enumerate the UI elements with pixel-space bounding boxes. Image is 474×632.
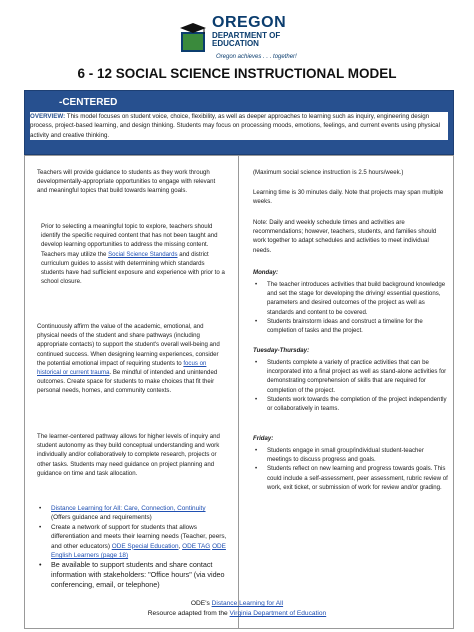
social-science-standards-link[interactable]: Social Science Standards	[108, 250, 178, 258]
support-bullet-list	[37, 504, 227, 590]
list-item: • Students complete a variety of practice activities that can be incorporated into a final project as well as stand-alone activities for demonstrating comprehension of skills that are required for completion of the project.	[253, 358, 448, 395]
footer-prefix-2: Resource adapted from the	[147, 610, 230, 617]
virginia-doe-link[interactable]: Virginia Department of Education	[229, 610, 327, 617]
ode-tag-link[interactable]: ODE TAG	[182, 542, 211, 550]
overview-body: This model focuses on student voice, choice, flexibility, as well as deeper approaches to learning such as inquiry, engineering design process, project-based learning, and design thinking. Students may focus on processing moods, emotions, feelings, and current events using physical activity and creative thinking.	[30, 113, 440, 139]
wellbeing-text-a: Continuously affirm the value of the academic, emotional, and physical needs of the student and share pathways (including appropriate contacts) to support the student's overall well-being and continued success. When designing learning experiences, consider the potential emotional impact of requiring students to	[37, 323, 220, 367]
footer-distance-learning-link[interactable]: Distance Learning for All	[211, 600, 284, 607]
tuesday-thursday-heading: Tuesday-Thursday:	[253, 347, 310, 354]
content-grid	[24, 155, 454, 629]
logo-oregon-text: OREGON	[212, 14, 287, 31]
ode-logo	[178, 14, 304, 66]
bullet2-text: Create a network of support for students that allows differentiation and meets their learning needs (Teacher, peers, and other educators)	[51, 523, 227, 550]
column-divider	[238, 156, 239, 628]
trauma-focus-link[interactable]: focus on historical or current trauma	[37, 359, 207, 377]
ode-english-learners-link[interactable]: ODE English Learners (page 18)	[51, 542, 226, 560]
page-header	[0, 0, 474, 66]
logo-department-text: DEPARTMENT OF EDUCATION	[212, 31, 281, 48]
list-item: • Students engage in small group/individual student-teacher meetings to discuss progress and goals.	[253, 446, 448, 464]
page-title: 6 - 12 SOCIAL SCIENCE INSTRUCTIONAL MODEL	[77, 66, 397, 81]
friday-list	[253, 446, 448, 492]
list-item: • The teacher introduces activities that build background knowledge and set the stage for developing the driving/ essential questions, parameters and desired outcomes of the project as well as standards and content to be covered.	[253, 280, 448, 317]
learning-time-note: Learning time is 30 minutes daily. Note that projects may span multiple weeks.	[253, 189, 444, 206]
left-paragraph-guidance: Teachers will provide guidance to students as they work through developmentally-appropriate opportunities to engage with relevant and meaningful topics that build towards learning goals.	[37, 169, 216, 195]
wellbeing-text-b: . Be mindful of intended and unintended outcomes. Create space for students to make choices that fit their personal needs, homes, and community contexts.	[37, 369, 218, 395]
distance-learning-link[interactable]: Distance Learning for All: Care, Connection, Continuity	[51, 505, 206, 512]
banner-heading: -CENTERED	[59, 97, 118, 108]
footer-line-1	[0, 599, 474, 609]
left-paragraph-wellbeing	[37, 322, 227, 396]
schedule-note: Note: Daily and weekly schedule times and activities are recommendations; however, teachers, students, and families should work together to adapt schedules and activities to meet individual needs.	[253, 219, 437, 254]
overview-label: OVERVIEW:	[30, 113, 66, 120]
list-item	[37, 560, 227, 590]
max-instruction-note: (Maximum social science instruction is 2.5 hours/week.)	[253, 169, 404, 176]
bullet1-text: (Offers guidance and requirements)	[51, 514, 152, 522]
left-paragraph-pathway: The learner-centered pathway allows for higher levels of inquiry and student autonomy as they build conceptual understanding and work individually and/or collaboratively to complete research, projects or other tasks. Students may need guidance on project planning and guidance on time and task allocation.	[37, 433, 220, 477]
monday-list	[253, 280, 448, 335]
list-item	[37, 523, 227, 561]
topic-text-a: Prior to selecting a meaningful topic to explore, teachers should identify the specific required content that has not been taught and develop learning opportunities to address the missing content. Teachers may utilize the	[41, 223, 218, 258]
list-item	[37, 504, 227, 523]
footer-prefix-1: ODE's	[190, 600, 212, 607]
ode-special-education-link[interactable]: ODE Special Education	[111, 542, 179, 550]
footer-line-2	[0, 609, 474, 619]
list-item: • Students work towards the completion of the project independently or collaboratively in teams.	[253, 395, 448, 413]
list-item: • Students reflect on new learning and progress towards goals. This could include a self-assessment, peer assessment, rubric review of work, exit ticket, or submission of work for review and/or grading.	[253, 464, 448, 492]
topic-text-b: and district curriculum guides to assist with determining which standards students have had sufficient exposure and experience with prior to a school closure.	[41, 250, 225, 286]
list-item: • Students brainstorm ideas and construct a timeline for the completion of tasks and the project.	[253, 317, 448, 335]
left-paragraph-topic	[37, 222, 227, 286]
logo-tagline: Oregon achieves . . . together!	[216, 54, 297, 60]
bullet2-separator: ,	[178, 542, 183, 550]
oregon-state-icon	[178, 20, 208, 54]
bullet3-text: Be available to support students and share contact information with stakeholders: "Office hours" (via video conferencing, email, or telephone)	[51, 560, 225, 590]
monday-heading: Monday:	[253, 269, 279, 276]
page-footer	[0, 599, 474, 619]
overview-text	[30, 112, 448, 140]
tuesday-thursday-list	[253, 358, 448, 413]
friday-heading: Friday:	[253, 435, 274, 442]
